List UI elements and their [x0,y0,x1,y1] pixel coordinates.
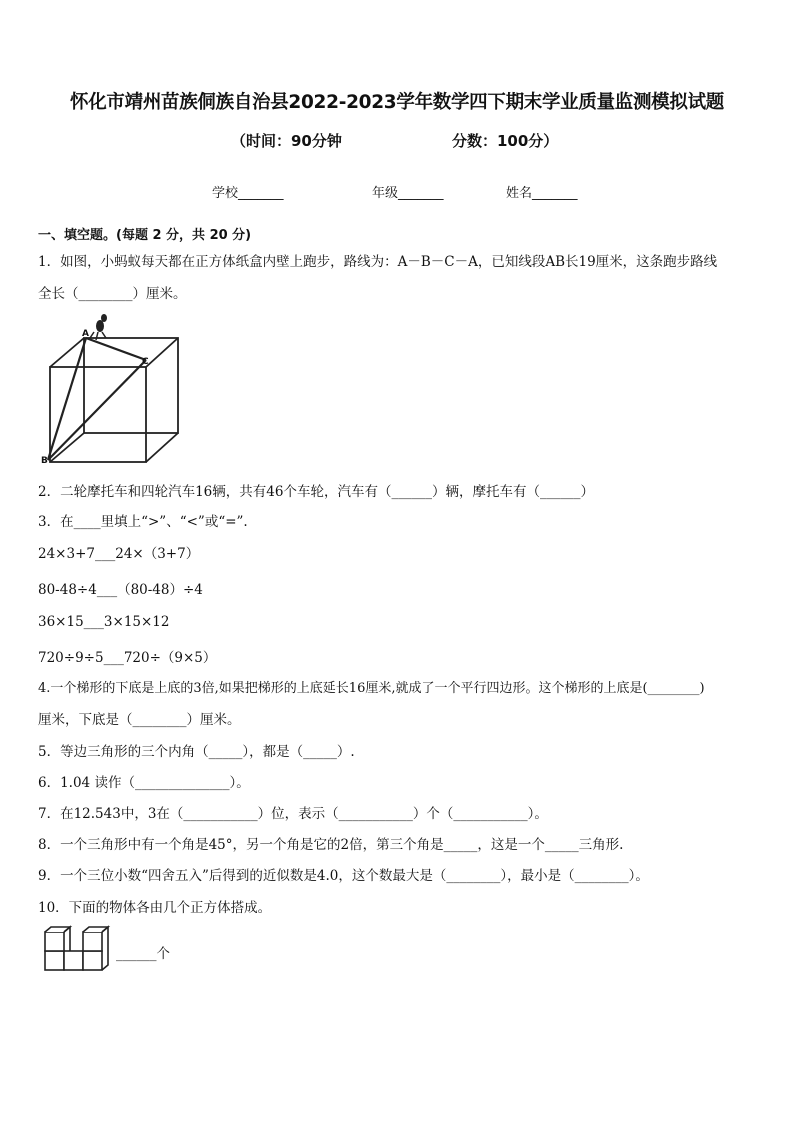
vertex-b-label: B [41,456,48,466]
stacked-cubes-figure [42,924,118,974]
vertex-a-label: A [82,329,89,339]
question-5: 5．等边三角形的三个内角（_____），都是（_____）. [38,744,355,760]
name-field: 姓名_______ [506,186,578,201]
exam-time: （时间：90分钟 [231,132,342,150]
question-1-line-2: 全长（________）厘米。 [38,286,187,302]
section-heading: 一、填空题。(每题 2 分，共 20 分) [38,228,252,243]
question-3-b: 80-48÷4___（80-48）÷4 [38,582,203,598]
question-3-a: 24×3+7___24×（3+7） [38,546,200,562]
cube-figure [36,310,186,470]
question-8: 8．一个三角形中有一个角是45°，另一个角是它的2倍，第三个角是_____，这是一个_____三角形. [38,837,624,853]
school-field: 学校_______ [212,186,284,201]
question-10: 10．下面的物体各由几个正方体搭成。 [38,900,272,916]
exam-score: 分数：100分） [452,132,559,150]
question-2: 2．二轮摩托车和四轮汽车16辆，共有46个车轮，汽车有（______）辆，摩托车有（______） [38,484,594,500]
question-3-c: 36×15___3×15×12 [38,614,170,630]
question-6: 6．1.04 读作（______________）。 [38,775,250,791]
question-4-line-1: 4.一个梯形的下底是上底的3倍,如果把梯形的上底延长16厘米,就成了一个平行四边形。这个梯形的上底是(________) [38,681,705,696]
question-3-d: 720÷9÷5___720÷（9×5） [38,650,217,666]
question-4-line-2: 厘米，下底是（________）厘米。 [38,712,241,728]
grade-field: 年级_______ [372,186,444,201]
question-10-answer: ______个 [116,946,170,962]
vertex-c-label: C [142,357,149,367]
question-3: 3．在____里填上“>”、“<”或“=”. [38,514,248,530]
question-1-line-1: 1．如图，小蚂蚁每天都在正方体纸盒内壁上跑步，路线为：A－B－C－A，已知线段AB长19厘米，这条跑步路线 [38,254,718,270]
question-7: 7．在12.543中，3在（___________）位，表示（___________）个（___________）。 [38,806,548,822]
page-title: 怀化市靖州苗族侗族自治县2022-2023学年数学四下期末学业质量监测模拟试题 [70,92,724,113]
question-9: 9．一个三位小数“四舍五入”后得到的近似数是4.0，这个数最大是（________），最小是（________）。 [38,868,649,884]
